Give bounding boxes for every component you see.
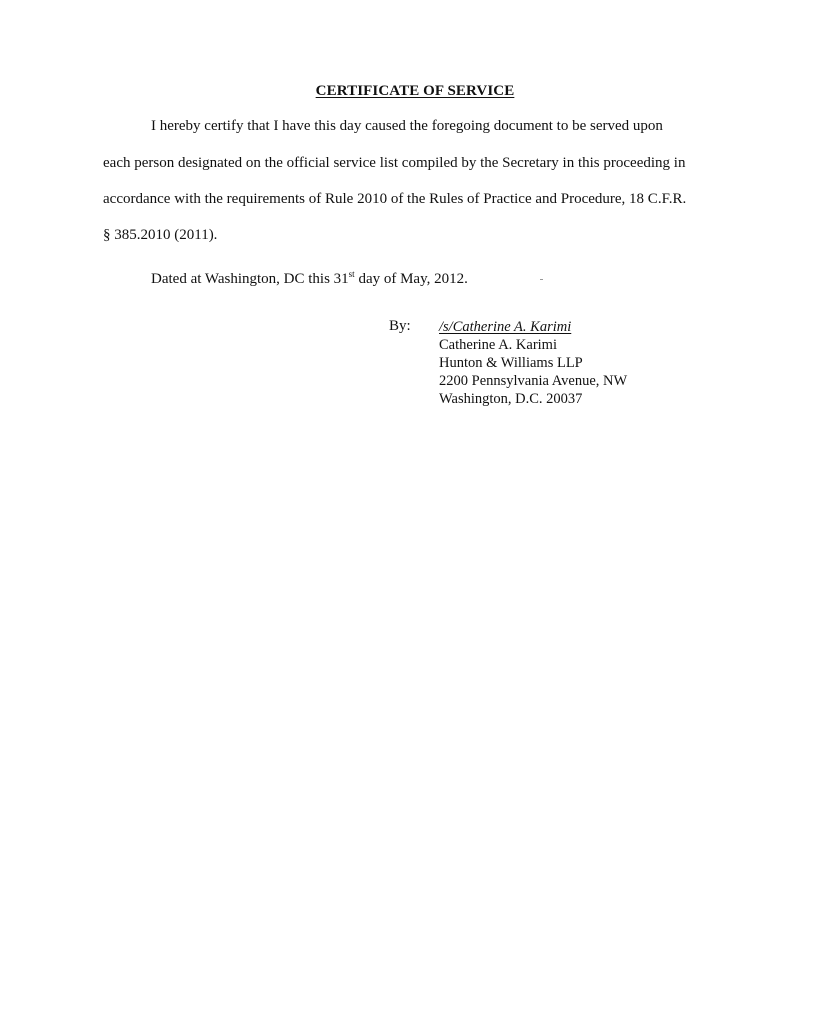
dated-line (151, 271, 468, 288)
certification-text-line-4: § 385.2010 (2011). (103, 227, 218, 243)
signer-name: Catherine A. Karimi (439, 337, 557, 353)
signature-block (439, 318, 627, 408)
certification-text-line-1: I hereby certify that I have this day caused the foregoing document to be served upon (151, 118, 663, 134)
signer-address-line-2: Washington, D.C. 20037 (439, 391, 583, 407)
dated-prefix: Dated at Washington, DC this 31 (151, 271, 349, 287)
signer-address-line-1: 2200 Pennsylvania Avenue, NW (439, 373, 628, 389)
dated-suffix: day of May, 2012. (354, 271, 468, 287)
by-label: By: (389, 318, 411, 334)
electronic-signature: /s/Catherine A. Karimi (439, 319, 572, 335)
signer-firm: Hunton & Williams LLP (439, 355, 583, 371)
certification-text-line-2: each person designated on the official service list compiled by the Secretary in this proceeding in (103, 155, 686, 171)
dated-ordinal-suffix: st (348, 269, 355, 279)
scan-speck (540, 279, 543, 280)
certificate-title: CERTIFICATE OF SERVICE (315, 83, 515, 99)
certification-text-line-3: accordance with the requirements of Rule 2010 of the Rules of Practice and Procedure, 18 C.F.R. (103, 191, 687, 207)
